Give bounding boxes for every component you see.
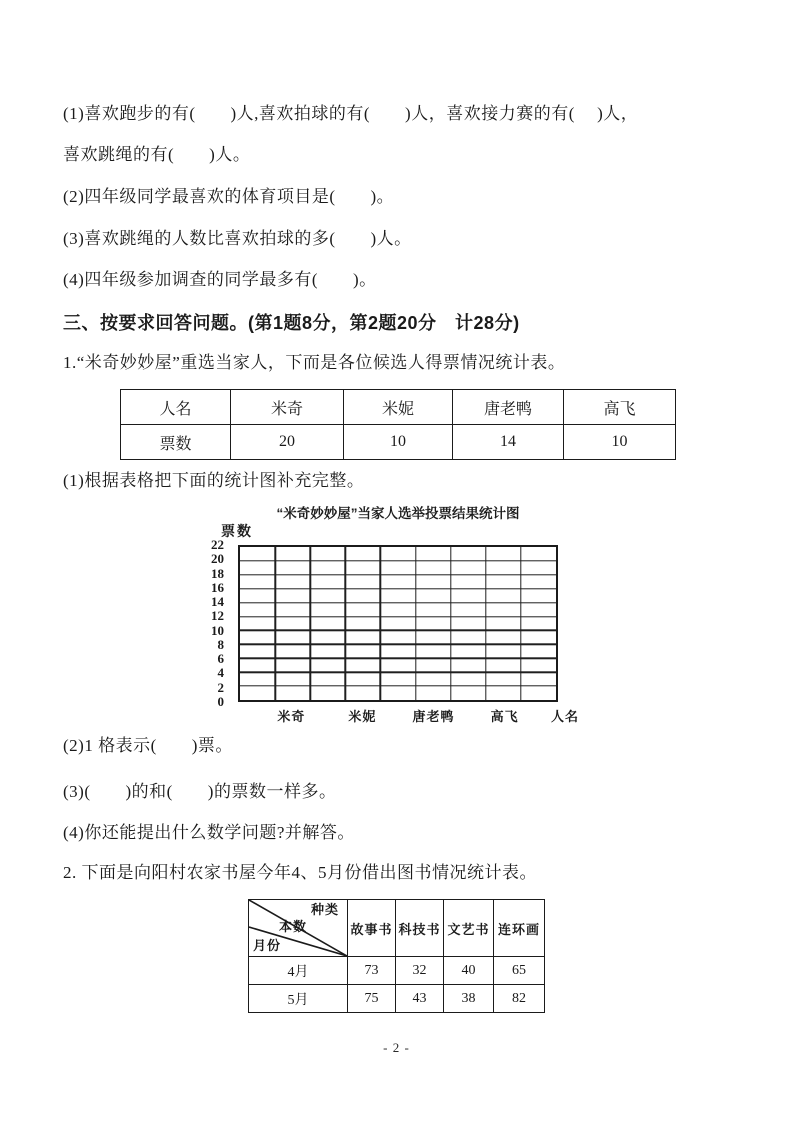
book-table-cell: 65 xyxy=(494,957,545,985)
chart-gridline-vertical xyxy=(415,547,416,700)
book-table-row-label: 4月 xyxy=(249,957,348,985)
chart-gridline-horizontal xyxy=(240,588,556,589)
chart-x-category-label: 米奇 xyxy=(277,709,306,724)
chart-grid xyxy=(238,545,558,702)
vote-table-cell: 10 xyxy=(564,425,676,460)
corner-label-category: 种类 xyxy=(310,902,339,917)
vote-table-cell: 唐老鸭 xyxy=(453,390,564,425)
book-table-cell: 73 xyxy=(348,957,396,985)
book-table xyxy=(248,899,545,1013)
q1-sub2: (2)1 格表示( )票。 xyxy=(63,736,233,755)
book-table-cell: 43 xyxy=(396,985,444,1013)
chart-x-axis-label: 人名 xyxy=(550,709,580,724)
q1-intro: 1.“米奇妙妙屋”重选当家人，下而是各位候选人得票情况统计表。 xyxy=(63,353,566,372)
page-number: - 2 - xyxy=(383,1040,410,1055)
book-table-cell: 40 xyxy=(444,957,494,985)
chart-yticks xyxy=(190,537,234,709)
q1-sub1: (1)根据表格把下面的统计图补充完整。 xyxy=(63,471,365,490)
question-3-line: (3)喜欢跳绳的人数比喜欢拍球的多( )人。 xyxy=(63,229,412,248)
vote-table-cell: 高飞 xyxy=(564,390,676,425)
question-4-line: (4)四年级参加调查的同学最多有( )。 xyxy=(63,270,377,289)
chart-y-tick-label: 4 xyxy=(217,665,224,680)
vote-table-cell: 14 xyxy=(453,425,564,460)
chart-gridline-horizontal xyxy=(240,616,556,617)
vote-table-cell: 票数 xyxy=(121,425,231,460)
vote-table-cell: 人名 xyxy=(121,390,231,425)
chart-y-tick-label: 2 xyxy=(217,680,224,695)
book-table-cell: 75 xyxy=(348,985,396,1013)
chart-y-axis-label: 票数 xyxy=(221,525,253,540)
book-table-col-header: 故事书 xyxy=(348,900,396,957)
book-table-corner-cell xyxy=(249,900,348,957)
chart-title: “米奇妙妙屋”当家人选举投票结果统计图 xyxy=(276,506,520,521)
chart-y-tick-label: 14 xyxy=(211,594,224,609)
chart-gridline-horizontal xyxy=(240,685,556,686)
book-table-header-row xyxy=(249,900,545,957)
book-table-cell: 38 xyxy=(444,985,494,1013)
corner-label-month: 月份 xyxy=(253,938,282,953)
chart-xlabels xyxy=(238,706,588,724)
chart-x-category-label: 米妮 xyxy=(348,709,377,724)
vote-table-data-row xyxy=(121,425,676,460)
chart-gridline-vertical xyxy=(310,547,311,700)
book-table-cell: 82 xyxy=(494,985,545,1013)
vote-table-cell: 10 xyxy=(344,425,453,460)
chart-gridline-vertical xyxy=(345,547,346,700)
chart-y-tick-label: 6 xyxy=(217,651,224,666)
corner-label-count: 本数 xyxy=(279,919,308,934)
chart-y-tick-label: 0 xyxy=(217,694,224,709)
q1-sub4: (4)你还能提出什么数学问题?并解答。 xyxy=(63,823,355,842)
chart-gridline-horizontal xyxy=(240,602,556,603)
chart-y-tick-label: 12 xyxy=(211,608,224,623)
chart-gridline-horizontal xyxy=(240,671,556,672)
chart-gridline-horizontal xyxy=(240,630,556,631)
book-table-col-header: 科技书 xyxy=(396,900,444,957)
book-table-col-header: 文艺书 xyxy=(444,900,494,957)
chart-gridline-vertical xyxy=(450,547,451,700)
chart-gridline-horizontal xyxy=(240,574,556,575)
chart-y-tick-label: 16 xyxy=(211,580,224,595)
chart-x-category-label: 唐老鸭 xyxy=(412,709,455,724)
chart-gridline-horizontal xyxy=(240,658,556,659)
chart-gridline-vertical xyxy=(485,547,486,700)
question-1-line-1: (1)喜欢跑步的有( )人,喜欢拍球的有( )人，喜欢接力赛的有( )人， xyxy=(63,104,639,123)
book-table-col-header: 连环画 xyxy=(494,900,545,957)
chart-gridline-vertical xyxy=(274,547,275,700)
q1-sub3: (3)( )的和( )的票数一样多。 xyxy=(63,782,337,801)
chart-y-tick-label: 18 xyxy=(211,566,224,581)
book-table-cell: 32 xyxy=(396,957,444,985)
chart-gridline-vertical xyxy=(520,547,521,700)
book-table-row-label: 5月 xyxy=(249,985,348,1013)
book-table-row-may xyxy=(249,985,545,1013)
section-three-heading: 三、按要求回答问题。(第1题8分，第2题20分 计28分) xyxy=(63,313,520,333)
chart-x-category-label: 高飞 xyxy=(490,709,519,724)
question-1-line-2: 喜欢跳绳的有( )人。 xyxy=(63,145,251,164)
chart-y-tick-label: 22 xyxy=(211,537,224,552)
chart-gridline-vertical xyxy=(380,547,381,700)
vote-table-header-row xyxy=(121,390,676,425)
vote-table xyxy=(120,389,676,460)
chart-y-tick-label: 8 xyxy=(217,637,224,652)
chart-gridline-horizontal xyxy=(240,644,556,645)
chart-y-tick-label: 20 xyxy=(211,551,224,566)
vote-table-cell: 米妮 xyxy=(344,390,453,425)
question-2-line: (2)四年级同学最喜欢的体育项目是( )。 xyxy=(63,187,395,206)
vote-table-cell: 米奇 xyxy=(231,390,344,425)
chart-y-tick-label: 10 xyxy=(211,623,224,638)
book-table-row-april xyxy=(249,957,545,985)
q2-intro: 2. 下面是向阳村农家书屋今年4、5月份借出图书情况统计表。 xyxy=(63,863,537,882)
vote-table-cell: 20 xyxy=(231,425,344,460)
chart-gridline-horizontal xyxy=(240,560,556,561)
